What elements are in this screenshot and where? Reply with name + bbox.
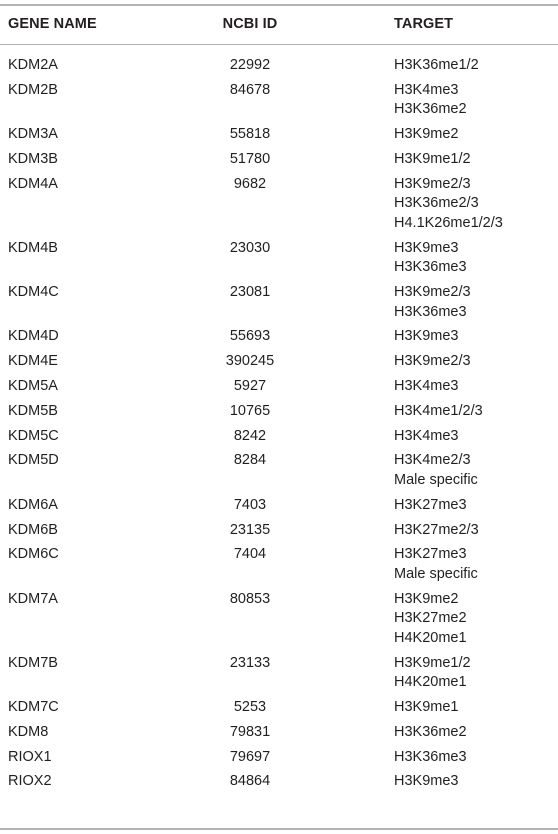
table-top-rule: [0, 4, 558, 6]
target-line: H3K27me3: [394, 546, 467, 563]
target-cell: [394, 175, 558, 234]
table-row: [0, 125, 558, 145]
target-cell: [394, 748, 558, 768]
gene-name-cell: KDM5D: [8, 452, 59, 469]
target-line: H3K9me2: [394, 590, 459, 607]
target-line: H3K4me2/3: [394, 452, 471, 469]
target-cell: [394, 239, 558, 278]
target-line: H3K27me2: [394, 610, 467, 627]
ncbi-id-cell: 80853: [229, 590, 271, 607]
gene-name-cell: KDM3B: [8, 150, 58, 167]
table-row: [0, 451, 558, 490]
gene-name-cell: KDM4A: [8, 175, 58, 192]
ncbi-id-cell: 7403: [233, 496, 267, 513]
ncbi-id-cell: 5253: [233, 699, 267, 715]
gene-name-cell: KDM6C: [8, 546, 59, 563]
gene-name-cell: KDM2B: [8, 81, 58, 98]
gene-name-cell: KDM6A: [8, 496, 58, 513]
ncbi-id-cell: 79831: [229, 723, 271, 740]
gene-name-cell: KDM3A: [8, 126, 58, 143]
table-row: [0, 327, 558, 347]
ncbi-id-cell: 5927: [233, 378, 267, 394]
gene-name-cell: KDM4B: [8, 239, 58, 256]
target-cell: [394, 521, 558, 541]
target-line: H3K36me3: [394, 748, 467, 765]
ncbi-id-cell: 23133: [229, 654, 271, 671]
target-line: H3K27me3: [394, 496, 467, 513]
target-line: H3K9me2/3: [394, 353, 471, 370]
gene-name-cell: KDM5B: [8, 402, 58, 419]
target-cell: [394, 402, 558, 422]
target-cell: [394, 352, 558, 372]
target-cell: [394, 451, 558, 490]
table-row: [0, 175, 558, 234]
ncbi-id-cell: 23030: [229, 239, 271, 256]
ncbi-id-cell: 8242: [233, 427, 267, 444]
gene-name-cell: KDM4D: [8, 328, 59, 345]
target-cell: [394, 150, 558, 170]
target-line: H3K9me3: [394, 328, 459, 345]
gene-name-cell: KDM7C: [8, 699, 59, 715]
table-row: [0, 698, 558, 718]
target-cell: [394, 698, 558, 718]
target-cell: [394, 377, 558, 397]
ncbi-id-cell: 390245: [225, 353, 275, 370]
ncbi-id-cell: 23135: [229, 521, 271, 538]
target-line: H3K27me2/3: [394, 521, 479, 538]
gene-name-cell: KDM6B: [8, 521, 58, 538]
table-row: [0, 772, 558, 792]
table-row: [0, 723, 558, 743]
table-row: [0, 496, 558, 516]
target-line: Male specific: [394, 565, 478, 582]
gene-name-cell: KDM8: [8, 723, 49, 740]
table-row: [0, 427, 558, 447]
table-row: [0, 352, 558, 372]
ncbi-id-cell: 7404: [233, 546, 267, 563]
table-header-rule: [0, 44, 558, 45]
table-row: [0, 377, 558, 397]
gene-name-cell: RIOX1: [8, 748, 52, 765]
gene-name-cell: KDM2A: [8, 57, 58, 73]
target-line: H3K36me2: [394, 101, 467, 118]
gene-name-cell: KDM5A: [8, 378, 58, 394]
target-line: H3K9me1/2: [394, 654, 471, 671]
target-line: H3K9me3: [394, 239, 459, 256]
header-ncbi-id: NCBI ID: [222, 16, 278, 32]
table-row: [0, 283, 558, 322]
target-line: H3K36me2/3: [394, 195, 479, 212]
ncbi-id-cell: 8284: [233, 452, 267, 469]
target-cell: [394, 654, 558, 693]
ncbi-id-cell: 79697: [229, 748, 271, 765]
target-line: H3K4me3: [394, 81, 459, 98]
ncbi-id-cell: 51780: [229, 150, 271, 167]
ncbi-id-cell: 10765: [229, 402, 271, 419]
table-row: [0, 56, 558, 76]
target-line: H3K9me1: [394, 699, 459, 715]
target-cell: [394, 283, 558, 322]
gene-name-cell: RIOX2: [8, 773, 52, 790]
target-cell: [394, 772, 558, 792]
table-row: [0, 545, 558, 584]
table-body: [0, 56, 558, 797]
target-line: H3K9me2/3: [394, 175, 471, 192]
target-line: H3K4me3: [394, 427, 459, 444]
target-line: H3K9me1/2: [394, 150, 471, 167]
target-cell: [394, 81, 558, 120]
target-cell: [394, 327, 558, 347]
target-cell: [394, 56, 558, 76]
target-line: H3K4me1/2/3: [394, 402, 483, 419]
target-line: Male specific: [394, 471, 478, 488]
table-row: [0, 521, 558, 541]
target-line: H4.1K26me1/2/3: [394, 214, 503, 231]
target-cell: [394, 723, 558, 743]
ncbi-id-cell: 84864: [229, 773, 271, 790]
target-cell: [394, 590, 558, 649]
gene-name-cell: KDM7A: [8, 590, 58, 607]
table-row: [0, 402, 558, 422]
target-cell: [394, 496, 558, 516]
gene-name-cell: KDM4C: [8, 284, 59, 301]
target-cell: [394, 545, 558, 584]
target-line: H4K20me1: [394, 674, 467, 691]
target-line: H3K9me2/3: [394, 284, 471, 301]
target-line: H3K9me3: [394, 773, 459, 790]
target-line: H3K36me3: [394, 303, 467, 320]
target-line: H3K36me3: [394, 259, 467, 276]
gene-name-cell: KDM5C: [8, 427, 59, 444]
ncbi-id-cell: 23081: [229, 284, 271, 301]
ncbi-id-cell: 22992: [229, 57, 271, 73]
header-gene-name: GENE NAME: [8, 16, 97, 32]
gene-name-cell: KDM4E: [8, 353, 58, 370]
header-target: TARGET: [394, 16, 454, 32]
target-line: H3K4me3: [394, 378, 459, 394]
target-line: H3K9me2: [394, 126, 459, 143]
table-bottom-rule: [0, 828, 558, 830]
table-header-row: [0, 12, 558, 36]
target-line: H3K36me2: [394, 723, 467, 740]
table-row: [0, 81, 558, 120]
table-row: [0, 590, 558, 649]
target-line: H4K20me1: [394, 629, 467, 646]
ncbi-id-cell: 55818: [229, 126, 271, 143]
ncbi-id-cell: 9682: [233, 175, 267, 192]
target-line: H3K36me1/2: [394, 57, 479, 73]
target-cell: [394, 427, 558, 447]
ncbi-id-cell: 84678: [229, 81, 271, 98]
table-row: [0, 654, 558, 693]
table-row: [0, 748, 558, 768]
table-row: [0, 150, 558, 170]
target-cell: [394, 125, 558, 145]
table-row: [0, 239, 558, 278]
ncbi-id-cell: 55693: [229, 328, 271, 345]
gene-name-cell: KDM7B: [8, 654, 58, 671]
